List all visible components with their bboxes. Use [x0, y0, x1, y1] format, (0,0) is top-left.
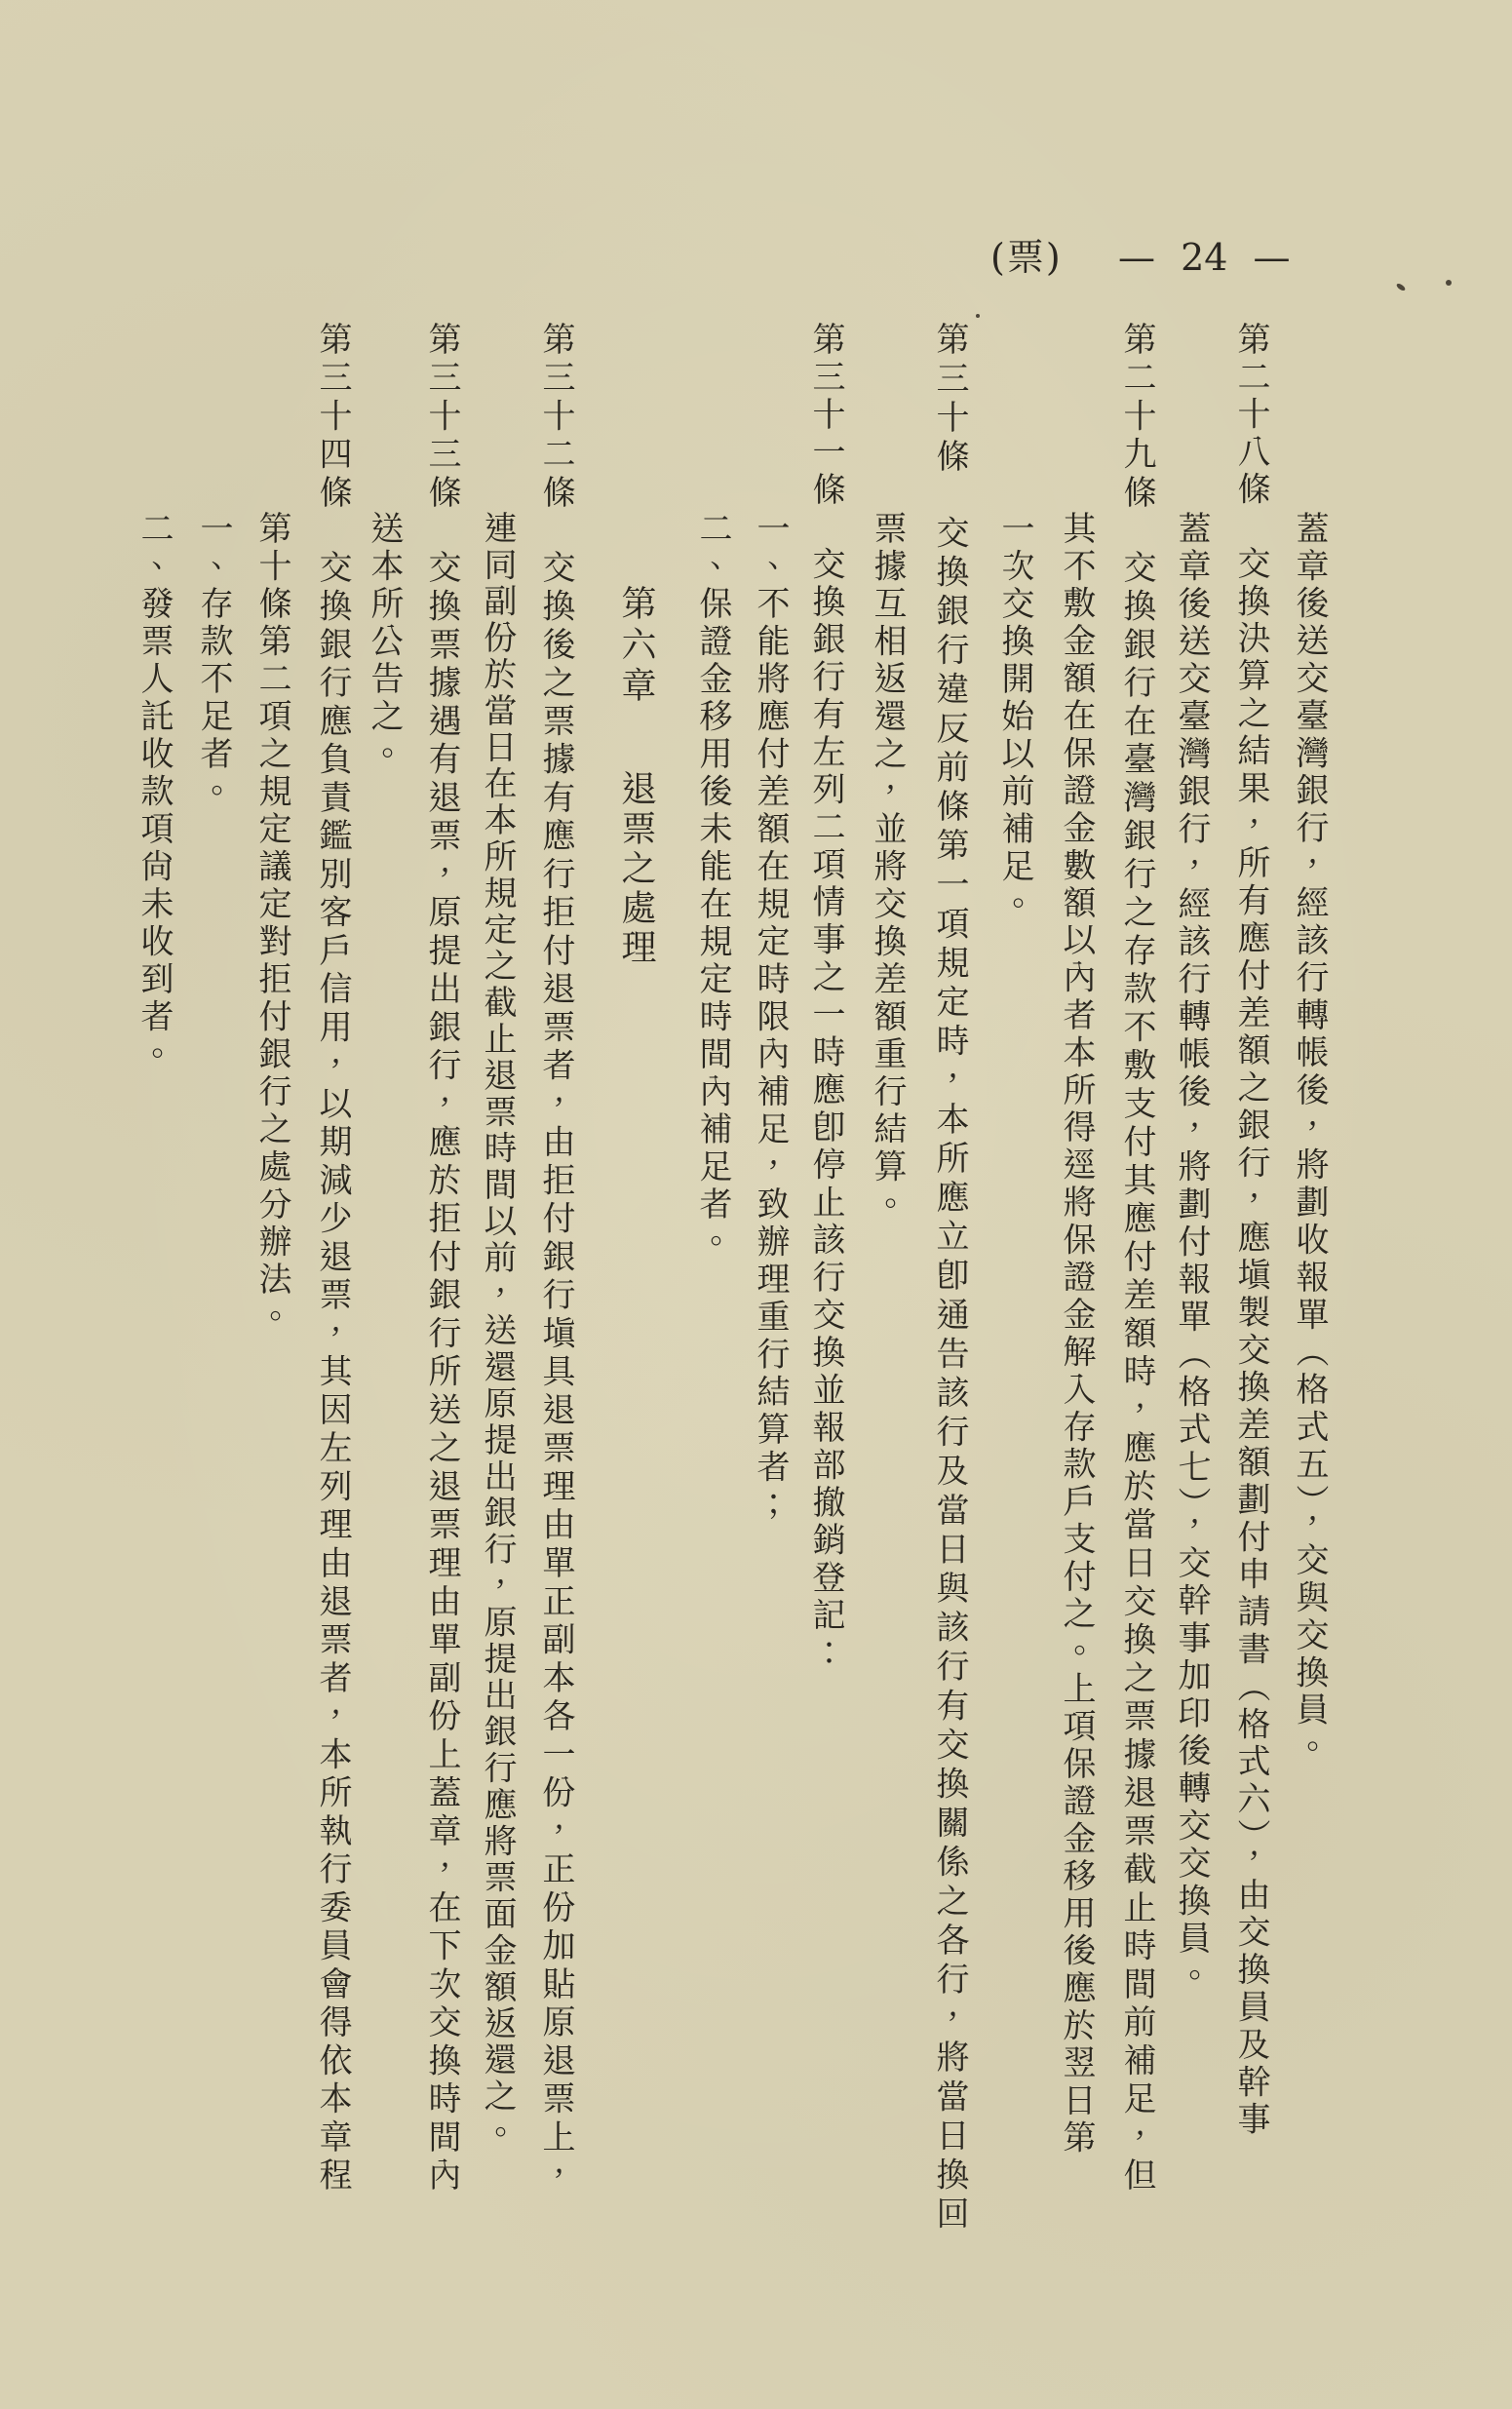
article-29-line-1: [1117, 322, 1156, 2196]
article-33-line-2: 送本所公告之。: [365, 511, 404, 774]
article-text: 交換後之票據有應行拒付退票者，由拒付銀行塡具退票理由單正副本各一份，正份加貼原退票上，: [536, 550, 575, 2196]
article-31-item-1: 一、不能將應付差額在規定時限內補足，致辦理重行結算者；: [751, 511, 790, 1525]
article-label: 第二十九條: [1117, 322, 1156, 514]
article-label: 第三十三條: [422, 322, 461, 514]
ink-speck: [1395, 283, 1406, 292]
article-label: 第三十條: [930, 322, 969, 479]
article-label: 第三十一條: [806, 322, 845, 510]
article-text: 交換銀行違反前條第一項規定時，本所應立卽通告該行及當日與該行有交換關係之各行，將當日換回: [930, 515, 969, 2235]
ink-speck: [1446, 280, 1452, 286]
chapter-title: 退票之處理: [616, 770, 656, 968]
heading-gap: [636, 708, 637, 770]
article-label: 第三十二條: [536, 322, 575, 514]
article-label: 第三十四條: [313, 322, 352, 514]
article-29-line-2: 其不敷金額在保證金數額以內者本所得逕將保證金解入存款戶支付之。上項保證金移用後應於翌日第: [1057, 511, 1096, 2158]
article-31-line-1: [806, 322, 845, 1673]
article-28-line-1: [1231, 322, 1270, 2139]
label-gap: [1251, 509, 1252, 546]
page-number: — 24 —: [1118, 236, 1291, 279]
article-32-line-1: [536, 322, 575, 2196]
article-27-continuation-line: 蓋章後送交臺灣銀行，經該行轉帳後，將劃收報單（格式五），交與交換員。: [1290, 511, 1329, 1768]
article-34-line-2: 第十條第二項之規定議定對拒付銀行之處分辦法。: [252, 511, 291, 1337]
article-29-line-3: 一次交換開始以前補足。: [995, 511, 1034, 924]
article-30-line-1: [930, 322, 969, 2235]
label-gap: [442, 513, 443, 550]
chapter-number: 第六章: [616, 585, 656, 708]
label-gap: [556, 513, 557, 550]
label-gap: [332, 513, 333, 550]
article-31-item-2: 二、保證金移用後未能在規定時間內補足者。: [693, 511, 732, 1262]
label-gap: [1137, 513, 1138, 550]
article-28-line-2: 蓋章後送交臺灣銀行，經該行轉帳後，將劃付報單（格式七），交幹事加印後轉交交換員。: [1172, 511, 1211, 1996]
article-33-line-1: [422, 322, 461, 2196]
chapter-heading: [615, 585, 656, 968]
label-gap: [826, 510, 827, 547]
ink-speck: [976, 314, 980, 318]
article-34-line-1: [313, 322, 352, 2196]
article-34-item-1: 一、存款不足者。: [194, 511, 233, 811]
article-text: 交換銀行應負責鑑別客戶信用，以期減少退票，其因左列理由退票者，本所執行委員會得依本章程: [313, 550, 352, 2196]
article-34-item-2: 二、發票人託收款項尙未收到者。: [135, 511, 174, 1074]
article-30-line-2: 票據互相返還之，並將交換差額重行結算。: [868, 511, 907, 1224]
article-text: 交換票據遇有退票，原提出銀行，應於拒付銀行所送之退票理由單副份上蓋章，在下次交換時間內: [422, 550, 461, 2196]
section-mark: (票): [990, 236, 1063, 279]
article-text: 交換銀行有左列二項情事之一時應卽停止該行交換並報部撤銷登記：: [806, 546, 845, 1673]
article-text: 交換銀行在臺灣銀行之存款不敷支付其應付差額時，應於當日交換之票據退票截止時間前補足，但: [1117, 550, 1156, 2196]
article-label: 第二十八條: [1231, 322, 1270, 509]
article-32-line-2: 連同副份於當日在本所規定之截止退票時間以前，送還原提出銀行，原提出銀行應將票面金額返還之。: [478, 511, 517, 2152]
article-text: 交換決算之結果，所有應付差額之銀行，應塡製交換差額劃付申請書（格式六），由交換員及幹事: [1231, 546, 1270, 2140]
